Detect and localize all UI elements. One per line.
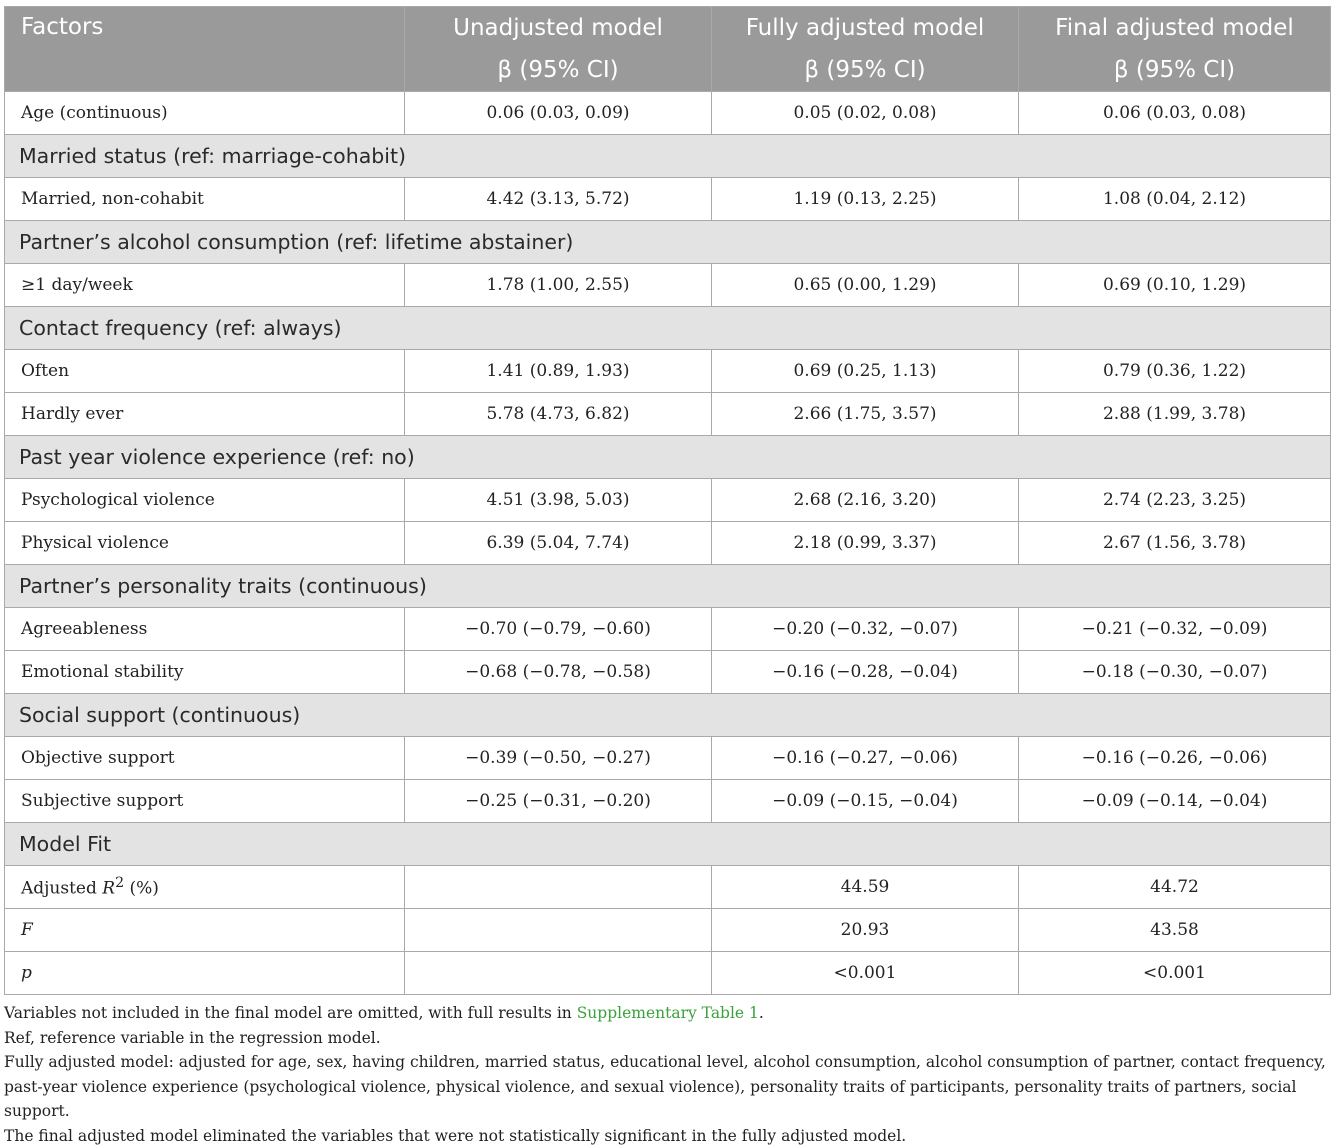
cell-fully: −0.20 (−0.32, −0.07) [712,608,1019,651]
row-label: Often [5,350,405,393]
cell-fully: −0.09 (−0.15, −0.04) [712,780,1019,823]
cell-final: −0.09 (−0.14, −0.04) [1019,780,1331,823]
row-label-adjusted-r2 [5,866,405,909]
cell-unadjusted: −0.25 (−0.31, −0.20) [405,780,712,823]
row-label: Hardly ever [5,393,405,436]
section-model-fit: Model Fit [5,823,1331,866]
footnote-omitted [4,1001,1330,1026]
header-final-adjusted: Final adjusted model [1019,7,1331,50]
cell-final: −0.21 (−0.32, −0.09) [1019,608,1331,651]
cell-final: 1.08 (0.04, 2.12) [1019,178,1331,221]
cell-unadjusted: 0.06 (0.03, 0.09) [405,92,712,135]
footnote-omitted-text: Variables not included in the final model are omitted, with full results in [4,1004,577,1022]
cell-unadjusted: 4.51 (3.98, 5.03) [405,479,712,522]
cell-fully: 0.05 (0.02, 0.08) [712,92,1019,135]
header-unadjusted: Unadjusted model [405,7,712,50]
section-row [5,436,1331,479]
cell-final: 2.88 (1.99, 3.78) [1019,393,1331,436]
adj-r2-superscript: 2 [115,875,124,891]
section-alcohol: Partner’s alcohol consumption (ref: lifetime abstainer) [5,221,1331,264]
row-label: Emotional stability [5,651,405,694]
footnote-omitted-end: . [759,1004,764,1022]
cell-fully: 0.65 (0.00, 1.29) [712,264,1019,307]
cell-unadjusted: 4.42 (3.13, 5.72) [405,178,712,221]
cell-final: 2.67 (1.56, 3.78) [1019,522,1331,565]
results-table-container [4,6,1330,995]
cell-final: −0.18 (−0.30, −0.07) [1019,651,1331,694]
table-row [5,92,1331,135]
table-header [5,7,1331,92]
section-contact: Contact frequency (ref: always) [5,307,1331,350]
cell-unadjusted: 6.39 (5.04, 7.74) [405,522,712,565]
cell-unadjusted [405,952,712,995]
cell-final: 0.79 (0.36, 1.22) [1019,350,1331,393]
cell-final: 2.74 (2.23, 3.25) [1019,479,1331,522]
cell-final: 0.69 (0.10, 1.29) [1019,264,1331,307]
cell-fully: 2.68 (2.16, 3.20) [712,479,1019,522]
footnote-ref: Ref, reference variable in the regression model. [4,1026,1330,1051]
cell-fully: 1.19 (0.13, 2.25) [712,178,1019,221]
header-sub-fully: β (95% CI) [712,49,1019,92]
adj-r2-suffix: (%) [124,879,159,899]
cell-fully: <0.001 [712,952,1019,995]
table-row [5,350,1331,393]
row-label: Agreeableness [5,608,405,651]
table-row [5,522,1331,565]
section-row [5,135,1331,178]
section-row [5,823,1331,866]
section-violence: Past year violence experience (ref: no) [5,436,1331,479]
table-row [5,479,1331,522]
supplementary-table-link[interactable]: Supplementary Table 1 [577,1004,759,1022]
row-label: Subjective support [5,780,405,823]
cell-final: <0.001 [1019,952,1331,995]
table-row [5,651,1331,694]
table-row [5,780,1331,823]
cell-fully: 2.18 (0.99, 3.37) [712,522,1019,565]
row-label: Age (continuous) [5,92,405,135]
cell-unadjusted [405,866,712,909]
header-sub-final: β (95% CI) [1019,49,1331,92]
adj-r2-prefix: Adjusted [21,879,102,899]
section-row [5,221,1331,264]
cell-final: 43.58 [1019,909,1331,952]
cell-fully: −0.16 (−0.28, −0.04) [712,651,1019,694]
cell-unadjusted: 1.41 (0.89, 1.93) [405,350,712,393]
row-label: ≥1 day/week [5,264,405,307]
section-row [5,307,1331,350]
table-row [5,952,1331,995]
cell-fully: 0.69 (0.25, 1.13) [712,350,1019,393]
header-fully-adjusted: Fully adjusted model [712,7,1019,50]
cell-fully: 44.59 [712,866,1019,909]
adj-r2-symbol: R [102,879,115,899]
cell-fully: −0.16 (−0.27, −0.06) [712,737,1019,780]
cell-unadjusted: −0.39 (−0.50, −0.27) [405,737,712,780]
table-row [5,264,1331,307]
table-row [5,737,1331,780]
header-sub-unadjusted: β (95% CI) [405,49,712,92]
cell-unadjusted [405,909,712,952]
section-married: Married status (ref: marriage-cohabit) [5,135,1331,178]
cell-final: 44.72 [1019,866,1331,909]
cell-unadjusted: 1.78 (1.00, 2.55) [405,264,712,307]
cell-unadjusted: −0.70 (−0.79, −0.60) [405,608,712,651]
cell-unadjusted: 5.78 (4.73, 6.82) [405,393,712,436]
section-row [5,565,1331,608]
footnote-final-model: The final adjusted model eliminated the variables that were not statistically significant in the fully adjusted model. [4,1124,1330,1148]
table-body [5,92,1331,995]
footnote-fully-adjusted: Fully adjusted model: adjusted for age, sex, having children, married status, educational level, alcohol consumption, alcohol consumption of partner, contact frequency, past-year violence experience (psychological violence, physical violence, and sexual violence), personality traits of participants, personality traits of partners, social support. [4,1050,1330,1124]
cell-unadjusted: −0.68 (−0.78, −0.58) [405,651,712,694]
row-label: Married, non-cohabit [5,178,405,221]
cell-final: −0.16 (−0.26, −0.06) [1019,737,1331,780]
table-row [5,393,1331,436]
table-row [5,608,1331,651]
row-label-p: p [5,952,405,995]
cell-fully: 2.66 (1.75, 3.57) [712,393,1019,436]
regression-table [4,6,1331,995]
table-row [5,866,1331,909]
row-label: Objective support [5,737,405,780]
table-footnotes [4,1001,1330,1148]
row-label-f: F [5,909,405,952]
header-factors: Factors [5,7,405,92]
cell-fully: 20.93 [712,909,1019,952]
cell-final: 0.06 (0.03, 0.08) [1019,92,1331,135]
row-label: Physical violence [5,522,405,565]
section-row [5,694,1331,737]
table-row [5,909,1331,952]
table-row [5,178,1331,221]
section-personality: Partner’s personality traits (continuous) [5,565,1331,608]
row-label: Psychological violence [5,479,405,522]
section-support: Social support (continuous) [5,694,1331,737]
